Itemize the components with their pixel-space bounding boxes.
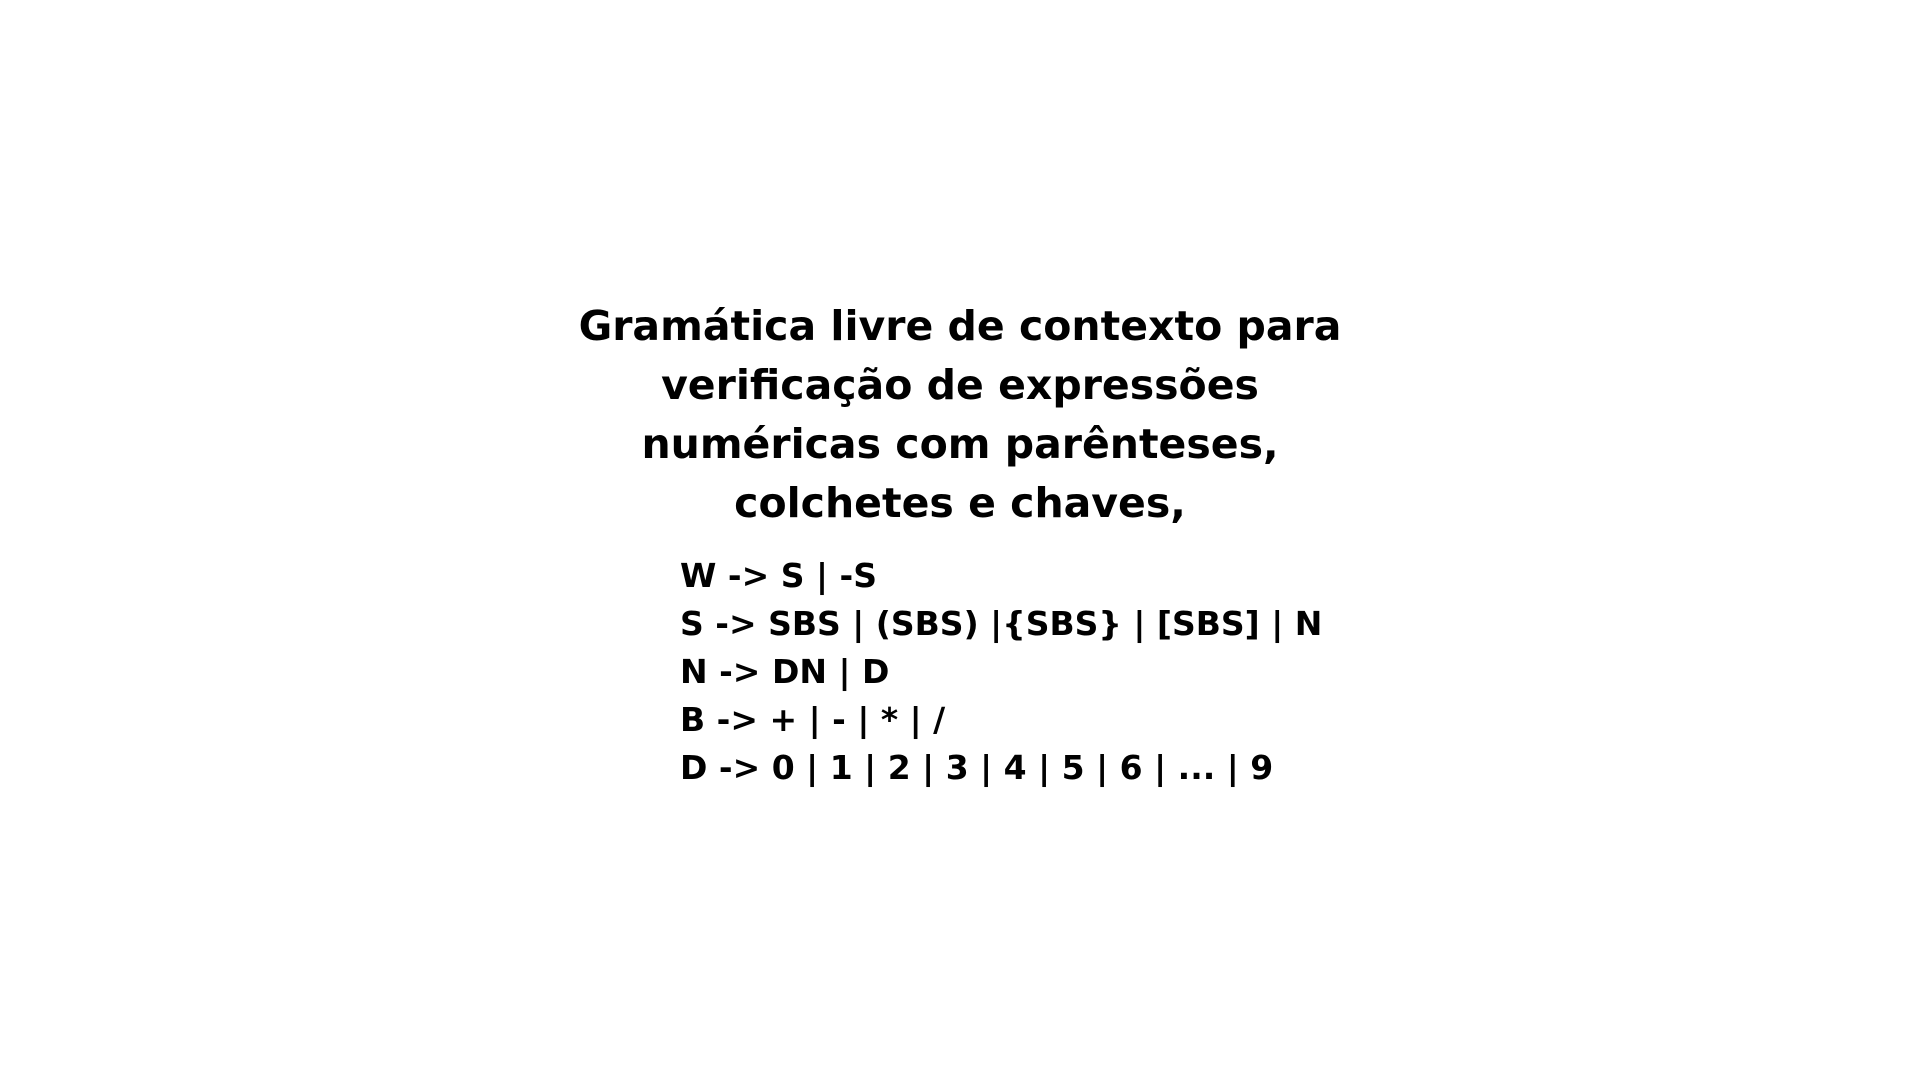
- grammar-rules-list: [680, 552, 1322, 792]
- title-line: Gramática livre de contexto para: [578, 302, 1342, 350]
- title-line: numéricas com parênteses,: [641, 420, 1279, 468]
- grammar-rule: S -> SBS | (SBS) |{SBS} | [SBS] | N: [680, 604, 1323, 643]
- page-title: [560, 297, 1360, 533]
- grammar-rule: B -> + | - | * | /: [680, 700, 946, 739]
- grammar-rule: D -> 0 | 1 | 2 | 3 | 4 | 5 | 6 | ... | 9: [680, 748, 1274, 787]
- title-line: colchetes e chaves,: [734, 479, 1186, 527]
- title-line: verificação de expressões: [661, 361, 1259, 409]
- grammar-rule: W -> S | -S: [680, 556, 877, 595]
- grammar-rule: N -> DN | D: [680, 652, 890, 691]
